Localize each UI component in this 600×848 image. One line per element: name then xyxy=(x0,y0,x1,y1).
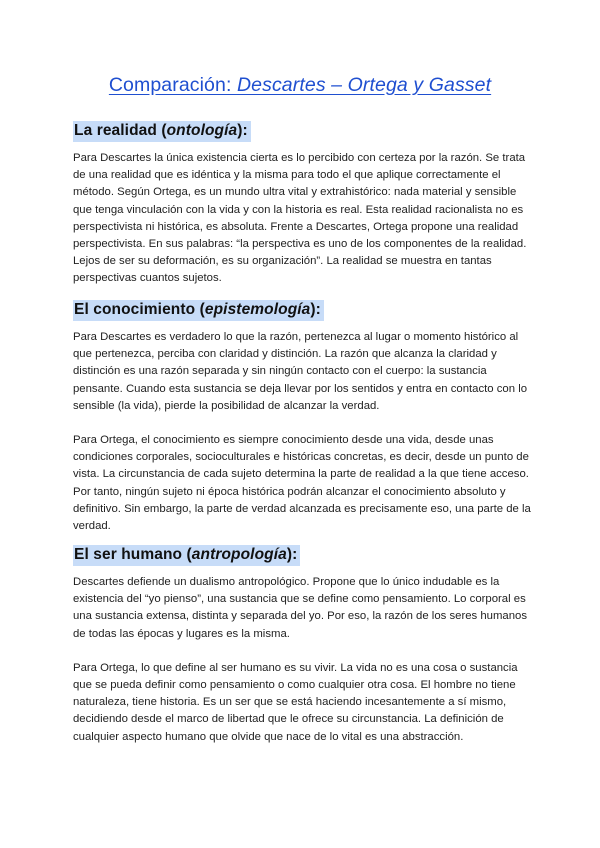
paragraph: Descartes defiende un dualismo antropológico. Propone que lo único indudable es la existencia del “yo pienso”, una sustancia que se define como pensamiento. Lo corporal es una sustancia extensa, distinta y separada del yo. Por eso, la razón de los seres humanos de todas las épocas y lugares es la misma. xyxy=(73,576,528,640)
heading-prefix: El conocimiento ( xyxy=(74,301,205,318)
heading-prefix: El ser humano ( xyxy=(74,546,192,563)
section-epistemologia xyxy=(73,300,533,535)
section-heading xyxy=(73,545,300,566)
paragraph: Para Ortega, el conocimiento es siempre conocimiento desde una vida, desde unas condiciones corporales, socioculturales e históricas concretas, es decir, desde un punto de vista. La circunstancia de cada sujeto determina la parte de realidad a la que tiene acceso. Por tanto, ningún sujeto ni época histórica podrán alcanzar el conocimiento absoluto y definitivo. Sin embargo, la parte de verdad alcanzada es precisamente eso, una parte de la verdad. xyxy=(73,434,531,533)
heading-italic: epistemología xyxy=(204,301,311,318)
paragraph: Para Descartes la única existencia cierta es lo percibido con certeza por la razón. Se trata de una realidad que es idéntica y la misma para todo el que aplique correctamente el método. Según Ortega, es un mundo ultra vital y extrahistórico: nada material y sensible que tenga vinculación con la vida y con la historia es real. Esta realidad racionalista no es perspectivista ni histórica, es absoluta. Frente a Descartes, Ortega propone una realidad perspectivista. En sus palabras: “la perspectiva es uno de los componentes de la realidad. Lejos de ser su deformación, es su organización”. La realidad se muestra en tantas perspectivas cuantos sujetos. xyxy=(73,152,527,285)
paragraph: Para Ortega, lo que define al ser humano es su vivir. La vida no es una cosa o sustancia que se pueda definir como pensamiento o como cualquier otra cosa. El hombre no tiene naturaleza, tiene historia. Es un ser que se está haciendo incesantemente a sí mismo, decidiendo desde el marco de libertad que le ofrece su circunstancia. La definición de cualquier aspecto humano que olvide que nace de lo vital es una abstracción. xyxy=(73,661,518,743)
paragraph: Para Descartes es verdadero lo que la razón, pertenezca al lugar o momento histórico al que pertenezca, perciba con claridad y distinción. La razón que alcanza la claridad y distinción es una razón separada y sin ningún contacto con el cuerpo: la sustancia pensante. Cuando esta sustancia se deja llevar por los sentidos y entra en contacto con lo sensible (la vida), pierde la posibilidad de alcanzar la verdad. xyxy=(73,331,528,412)
section-heading xyxy=(73,300,324,321)
section-antropologia xyxy=(73,545,533,746)
heading-prefix: La realidad ( xyxy=(74,122,167,139)
section-ontologia xyxy=(73,121,533,288)
section-heading xyxy=(73,121,251,142)
heading-italic: antropología xyxy=(191,546,287,563)
document-title xyxy=(0,74,600,97)
heading-italic: ontología xyxy=(166,122,238,139)
title-prefix: Comparación: xyxy=(108,74,237,96)
heading-suffix: ): xyxy=(310,301,321,318)
heading-suffix: ): xyxy=(237,122,248,139)
heading-suffix: ): xyxy=(286,546,298,563)
title-italic: Descartes – Ortega y Gasset xyxy=(236,74,492,96)
